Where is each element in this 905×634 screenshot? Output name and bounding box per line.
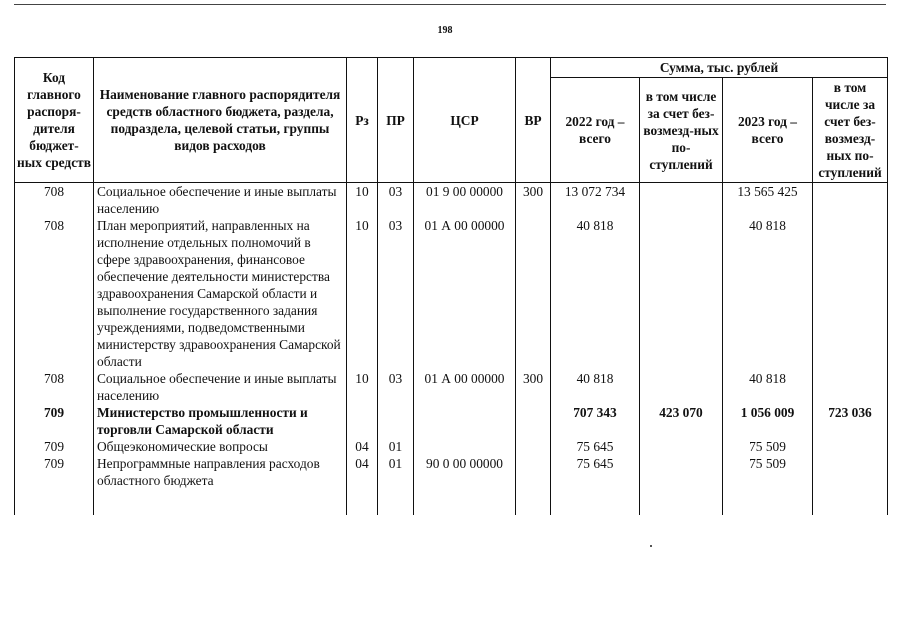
header-name: Наименование главного распорядителя средств областного бюджета, раздела, подраздела, целевой статьи, группы видов расходов <box>94 58 347 183</box>
cell-csr <box>414 438 516 455</box>
table-row <box>15 404 888 438</box>
cell-vr <box>516 404 551 438</box>
cell-2023-total: 40 818 <box>723 217 813 370</box>
cell-vr <box>516 438 551 455</box>
header-kod: Код главного распоря-дителя бюджет-ных средств <box>15 58 94 183</box>
top-rule <box>14 4 886 5</box>
cell-2023-bezv <box>813 455 888 515</box>
cell-2023-bezv <box>813 217 888 370</box>
header-rz: Рз <box>347 58 378 183</box>
cell-2022-total: 75 645 <box>551 438 640 455</box>
cell-2022-total: 13 072 734 <box>551 183 640 218</box>
header-2022-bezv: в том числе за счет без-возмезд-ных по-ступлений <box>640 78 723 183</box>
cell-rz <box>347 404 378 438</box>
scan-speck <box>650 545 652 547</box>
cell-pr: 03 <box>378 370 414 404</box>
header-2022-total: 2022 год – всего <box>551 78 640 183</box>
cell-2023-total: 75 509 <box>723 438 813 455</box>
header-2023-bezv: в том числе за счет без-возмезд-ных по-ступлений <box>813 78 888 183</box>
cell-rz: 10 <box>347 370 378 404</box>
cell-2023-bezv: 723 036 <box>813 404 888 438</box>
table-row <box>15 183 888 218</box>
cell-vr: 300 <box>516 370 551 404</box>
cell-name: Социальное обеспечение и иные выплаты населению <box>94 370 347 404</box>
cell-2022-total: 75 645 <box>551 455 640 515</box>
header-vr: ВР <box>516 58 551 183</box>
cell-pr <box>378 404 414 438</box>
cell-rz: 10 <box>347 217 378 370</box>
cell-kod: 709 <box>15 438 94 455</box>
cell-kod: 708 <box>15 370 94 404</box>
cell-pr: 01 <box>378 438 414 455</box>
cell-name: Общеэкономические вопросы <box>94 438 347 455</box>
cell-2022-bezv <box>640 183 723 218</box>
cell-pr: 01 <box>378 455 414 515</box>
cell-2022-total: 40 818 <box>551 217 640 370</box>
cell-2023-total: 40 818 <box>723 370 813 404</box>
cell-kod: 708 <box>15 217 94 370</box>
cell-rz: 04 <box>347 455 378 515</box>
header-2023-total: 2023 год – всего <box>723 78 813 183</box>
header-csr: ЦСР <box>414 58 516 183</box>
budget-table <box>14 57 888 515</box>
cell-pr: 03 <box>378 183 414 218</box>
cell-2023-total: 1 056 009 <box>723 404 813 438</box>
header-summa: Сумма, тыс. рублей <box>551 58 888 78</box>
cell-csr <box>414 404 516 438</box>
cell-rz: 04 <box>347 438 378 455</box>
table-row <box>15 455 888 515</box>
cell-2022-total: 40 818 <box>551 370 640 404</box>
cell-2023-bezv <box>813 438 888 455</box>
cell-name: Социальное обеспечение и иные выплаты населению <box>94 183 347 218</box>
cell-2022-bezv <box>640 217 723 370</box>
cell-rz: 10 <box>347 183 378 218</box>
cell-kod: 709 <box>15 404 94 438</box>
cell-vr <box>516 455 551 515</box>
cell-2023-bezv <box>813 370 888 404</box>
header-pr: ПР <box>378 58 414 183</box>
table-row <box>15 438 888 455</box>
cell-name: План мероприятий, направленных на исполнение отдельных полномочий в сфере здравоохранения, финансовое обеспечение деятельности министерства здравоохранения Самарской области и выполнение государственного задания учреждениями, подведомственными министерству здравоохранения Самарской области <box>94 217 347 370</box>
cell-name: Непрограммные направления расходов областного бюджета <box>94 455 347 515</box>
cell-2023-bezv <box>813 183 888 218</box>
table-body <box>15 183 888 516</box>
table-row <box>15 370 888 404</box>
cell-2022-total: 707 343 <box>551 404 640 438</box>
page-number: 198 <box>437 25 453 36</box>
cell-csr: 01 9 00 00000 <box>414 183 516 218</box>
cell-2022-bezv: 423 070 <box>640 404 723 438</box>
cell-kod: 709 <box>15 455 94 515</box>
cell-vr: 300 <box>516 183 551 218</box>
table-row <box>15 217 888 370</box>
table-header <box>15 58 888 183</box>
cell-csr: 01 А 00 00000 <box>414 217 516 370</box>
cell-2023-total: 13 565 425 <box>723 183 813 218</box>
cell-2022-bezv <box>640 438 723 455</box>
cell-2022-bezv <box>640 455 723 515</box>
cell-csr: 01 А 00 00000 <box>414 370 516 404</box>
cell-2023-total: 75 509 <box>723 455 813 515</box>
cell-vr <box>516 217 551 370</box>
cell-kod: 708 <box>15 183 94 218</box>
cell-name: Министерство промышленности и торговли Самарской области <box>94 404 347 438</box>
cell-pr: 03 <box>378 217 414 370</box>
cell-2022-bezv <box>640 370 723 404</box>
cell-csr: 90 0 00 00000 <box>414 455 516 515</box>
